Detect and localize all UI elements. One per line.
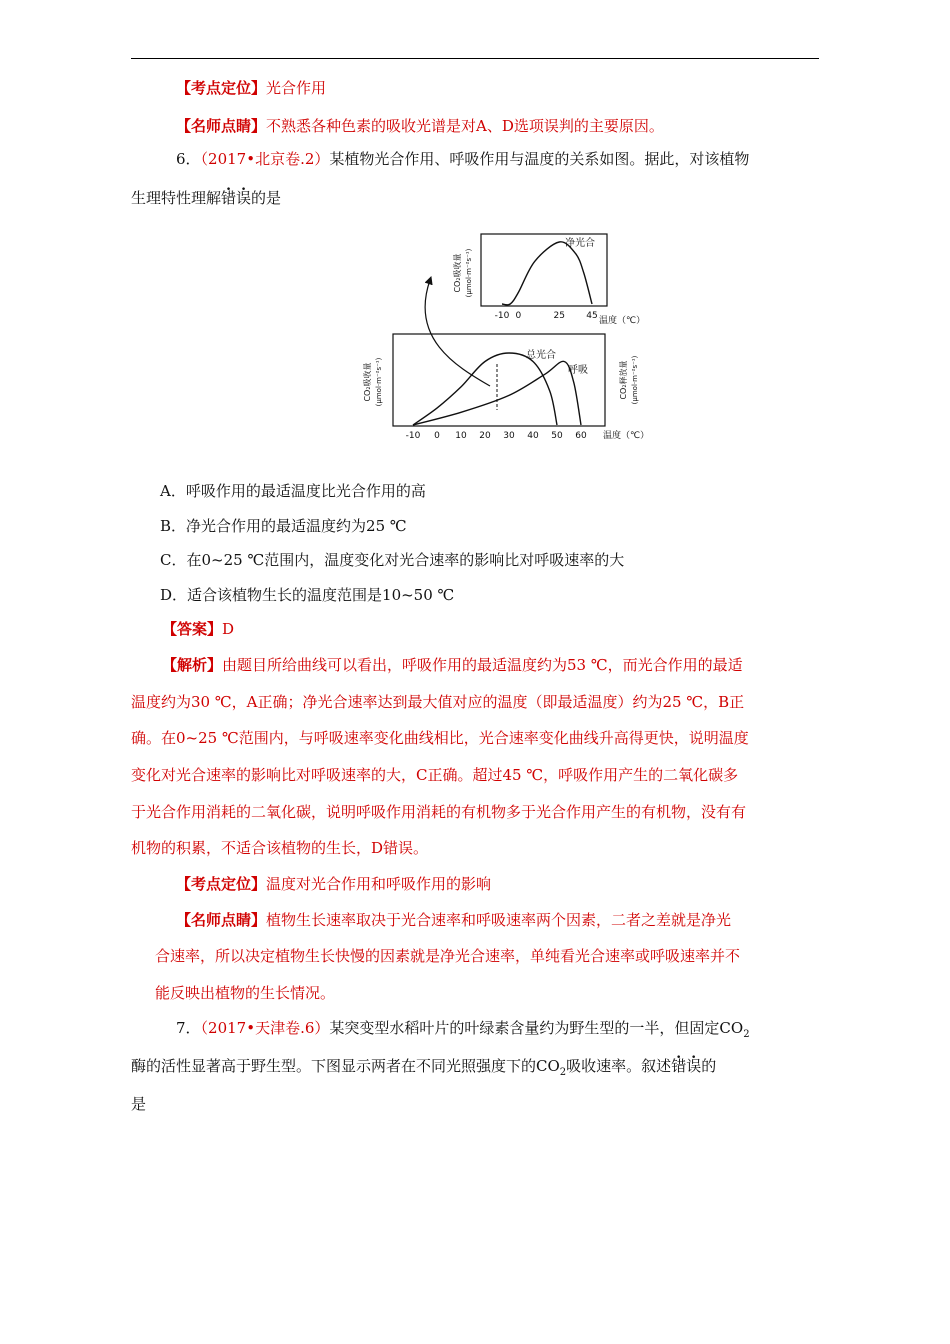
- q7-stem-line-2: [131, 1056, 716, 1083]
- bottom-tick-label: 10: [455, 431, 467, 441]
- q7-stem-line-1: [176, 1018, 750, 1045]
- analysis-line-3: 确。在0~25 ℃范围内，与呼吸速率变化曲线相比，光合速率变化曲线升高得更快，说明温度: [131, 729, 749, 747]
- option-b: B．净光合作用的最适温度约为25 ℃: [160, 517, 407, 535]
- bottom-tick-label: 40: [527, 431, 539, 441]
- bottom-ylabel-right-1: CO₂释放量: [619, 360, 628, 400]
- net-curve-label: 净光合: [565, 238, 595, 249]
- answer-value: D: [222, 620, 235, 638]
- bottom-tick-label: 60: [575, 431, 587, 441]
- mingshi-text: 不熟悉各种色素的吸收光谱是对A、D选项误判的主要原因。: [266, 117, 664, 135]
- ms-line-1: [176, 116, 664, 136]
- tag-mingshi: 【名师点睛】: [176, 117, 267, 135]
- q6-stem-b2: 的是: [251, 189, 282, 207]
- analysis-line-5: 于光合作用消耗的二氧化碳，说明呼吸作用消耗的有机物多于光合作用产生的有机物，没有有: [131, 803, 747, 821]
- q7-stem-a: 某突变型水稻叶片的叶绿素含量约为野生型的一半，但固定: [329, 1019, 720, 1037]
- q6-number: 6．: [176, 150, 201, 168]
- tag-analysis: 【解析】: [162, 656, 223, 674]
- q7-stem-b2: 吸收速率。叙述: [566, 1057, 672, 1075]
- mingshi-text-2: 植物生长速率取决于光合速率和呼吸速率两个因素，二者之差就是净光: [266, 911, 732, 929]
- bottom-x-ticks: [406, 431, 587, 441]
- bottom-ylabel-left-1: CO₂吸收量: [363, 362, 372, 402]
- q6-stem-line-1: [176, 149, 749, 169]
- kaodian-text-2: 温度对光合作用和呼吸作用的影响: [266, 875, 492, 893]
- pointer-arrow: [425, 280, 490, 386]
- bottom-ylabel-left-2: (μmol·m⁻²s⁻¹): [375, 357, 383, 407]
- q7-sub-b: 2: [559, 1067, 567, 1078]
- bottom-tick-label: 0: [434, 431, 440, 441]
- q7-stem-line-3: 是: [131, 1095, 147, 1113]
- analysis-line-6: 机物的积累，不适合该植物的生长，D错误。: [131, 839, 429, 857]
- q7-stem-b3: 的: [701, 1057, 717, 1075]
- ms-line-3: 合速率，所以决定植物生长快慢的因素就是净光合速率，单纯看光合速率或呼吸速率并不: [155, 947, 741, 965]
- analysis-line-2: 温度约为30 ℃，A正确；净光合速率达到最大值对应的温度（即最适温度）约为25 ℃，B正: [131, 693, 745, 711]
- top-tick-label: 25: [553, 311, 565, 321]
- tag-kaodian: 【考点定位】: [176, 79, 267, 97]
- top-ylabel-1: CO₂吸收量: [453, 253, 462, 293]
- kaodian-text: 光合作用: [266, 79, 327, 97]
- top-tick-label: 45: [586, 311, 598, 321]
- analysis-line-1: [162, 655, 743, 675]
- q6-stem-b1: 生理特性理解: [131, 189, 222, 207]
- q7-number: 7．: [176, 1019, 201, 1037]
- q7-co2-b: CO: [536, 1057, 560, 1075]
- q6-stem-a: 某植物光合作用、呼吸作用与温度的关系如图。据此，对该植物: [329, 150, 750, 168]
- top-tick-label: 0: [515, 311, 522, 321]
- q7-source: （2017•天津卷.6）: [200, 1019, 330, 1037]
- ms-line-4: 能反映出植物的生长情况。: [155, 984, 336, 1002]
- tag-kaodian-2: 【考点定位】: [176, 875, 267, 893]
- header-rule: [131, 58, 819, 59]
- kd-line-2: [176, 874, 491, 894]
- q7-co2-a: CO: [719, 1019, 744, 1037]
- q6-stem-line-2: [131, 188, 281, 208]
- ms-line-2: [176, 910, 731, 930]
- top-ylabel-2: (μmol·m⁻²s⁻¹): [465, 248, 473, 298]
- analysis-line-4: 变化对光合速率的影响比对呼吸速率的大，C正确。超过45 ℃，呼吸作用产生的二氧化碳多: [131, 766, 739, 784]
- tag-answer: 【答案】: [162, 620, 223, 638]
- top-x-ticks: [495, 311, 598, 321]
- emphasis-char-2: 误: [236, 189, 252, 207]
- top-tick-label: -10: [494, 311, 510, 321]
- q7-sub-a: 2: [743, 1029, 750, 1040]
- emphasis-char-1: 错: [221, 189, 237, 207]
- total-curve-label: 总光合: [526, 350, 556, 361]
- bottom-tick-label: 30: [503, 431, 515, 441]
- q7-stem-b1: 酶的活性显著高于野生型。下图显示两者在不同光照强度下的: [131, 1057, 537, 1075]
- q7-emphasis-char-1: 错: [671, 1057, 687, 1075]
- bottom-xlabel: 温度（℃）: [603, 431, 650, 441]
- tag-mingshi-2: 【名师点睛】: [176, 911, 267, 929]
- top-xlabel: 温度（℃）: [599, 316, 646, 326]
- kd-line-1: [176, 78, 326, 98]
- temperature-figure: [360, 228, 660, 448]
- bottom-tick-label: 20: [479, 431, 491, 441]
- q7-emphasis-char-2: 误: [686, 1057, 702, 1075]
- bottom-ylabel-right-2: (μmol·m⁻²s⁻¹): [631, 355, 639, 405]
- option-c: C．在0~25 ℃范围内，温度变化对光合速率的影响比对呼吸速率的大: [160, 551, 625, 569]
- analysis-text-1: 由题目所给曲线可以看出，呼吸作用的最适温度约为53 ℃，而光合作用的最适: [222, 656, 743, 674]
- bottom-tick-label: -10: [405, 431, 421, 441]
- option-a: A．呼吸作用的最适温度比光合作用的高: [160, 482, 426, 500]
- option-d: D．适合该植物生长的温度范围是10~50 ℃: [160, 586, 455, 604]
- total-photosynthesis-curve: [413, 353, 557, 425]
- resp-curve-label: 呼吸: [568, 365, 588, 376]
- bottom-tick-label: 50: [551, 431, 563, 441]
- net-photosynthesis-curve: [502, 242, 592, 305]
- q6-source: （2017•北京卷.2）: [200, 150, 330, 168]
- answer-line: [162, 619, 234, 639]
